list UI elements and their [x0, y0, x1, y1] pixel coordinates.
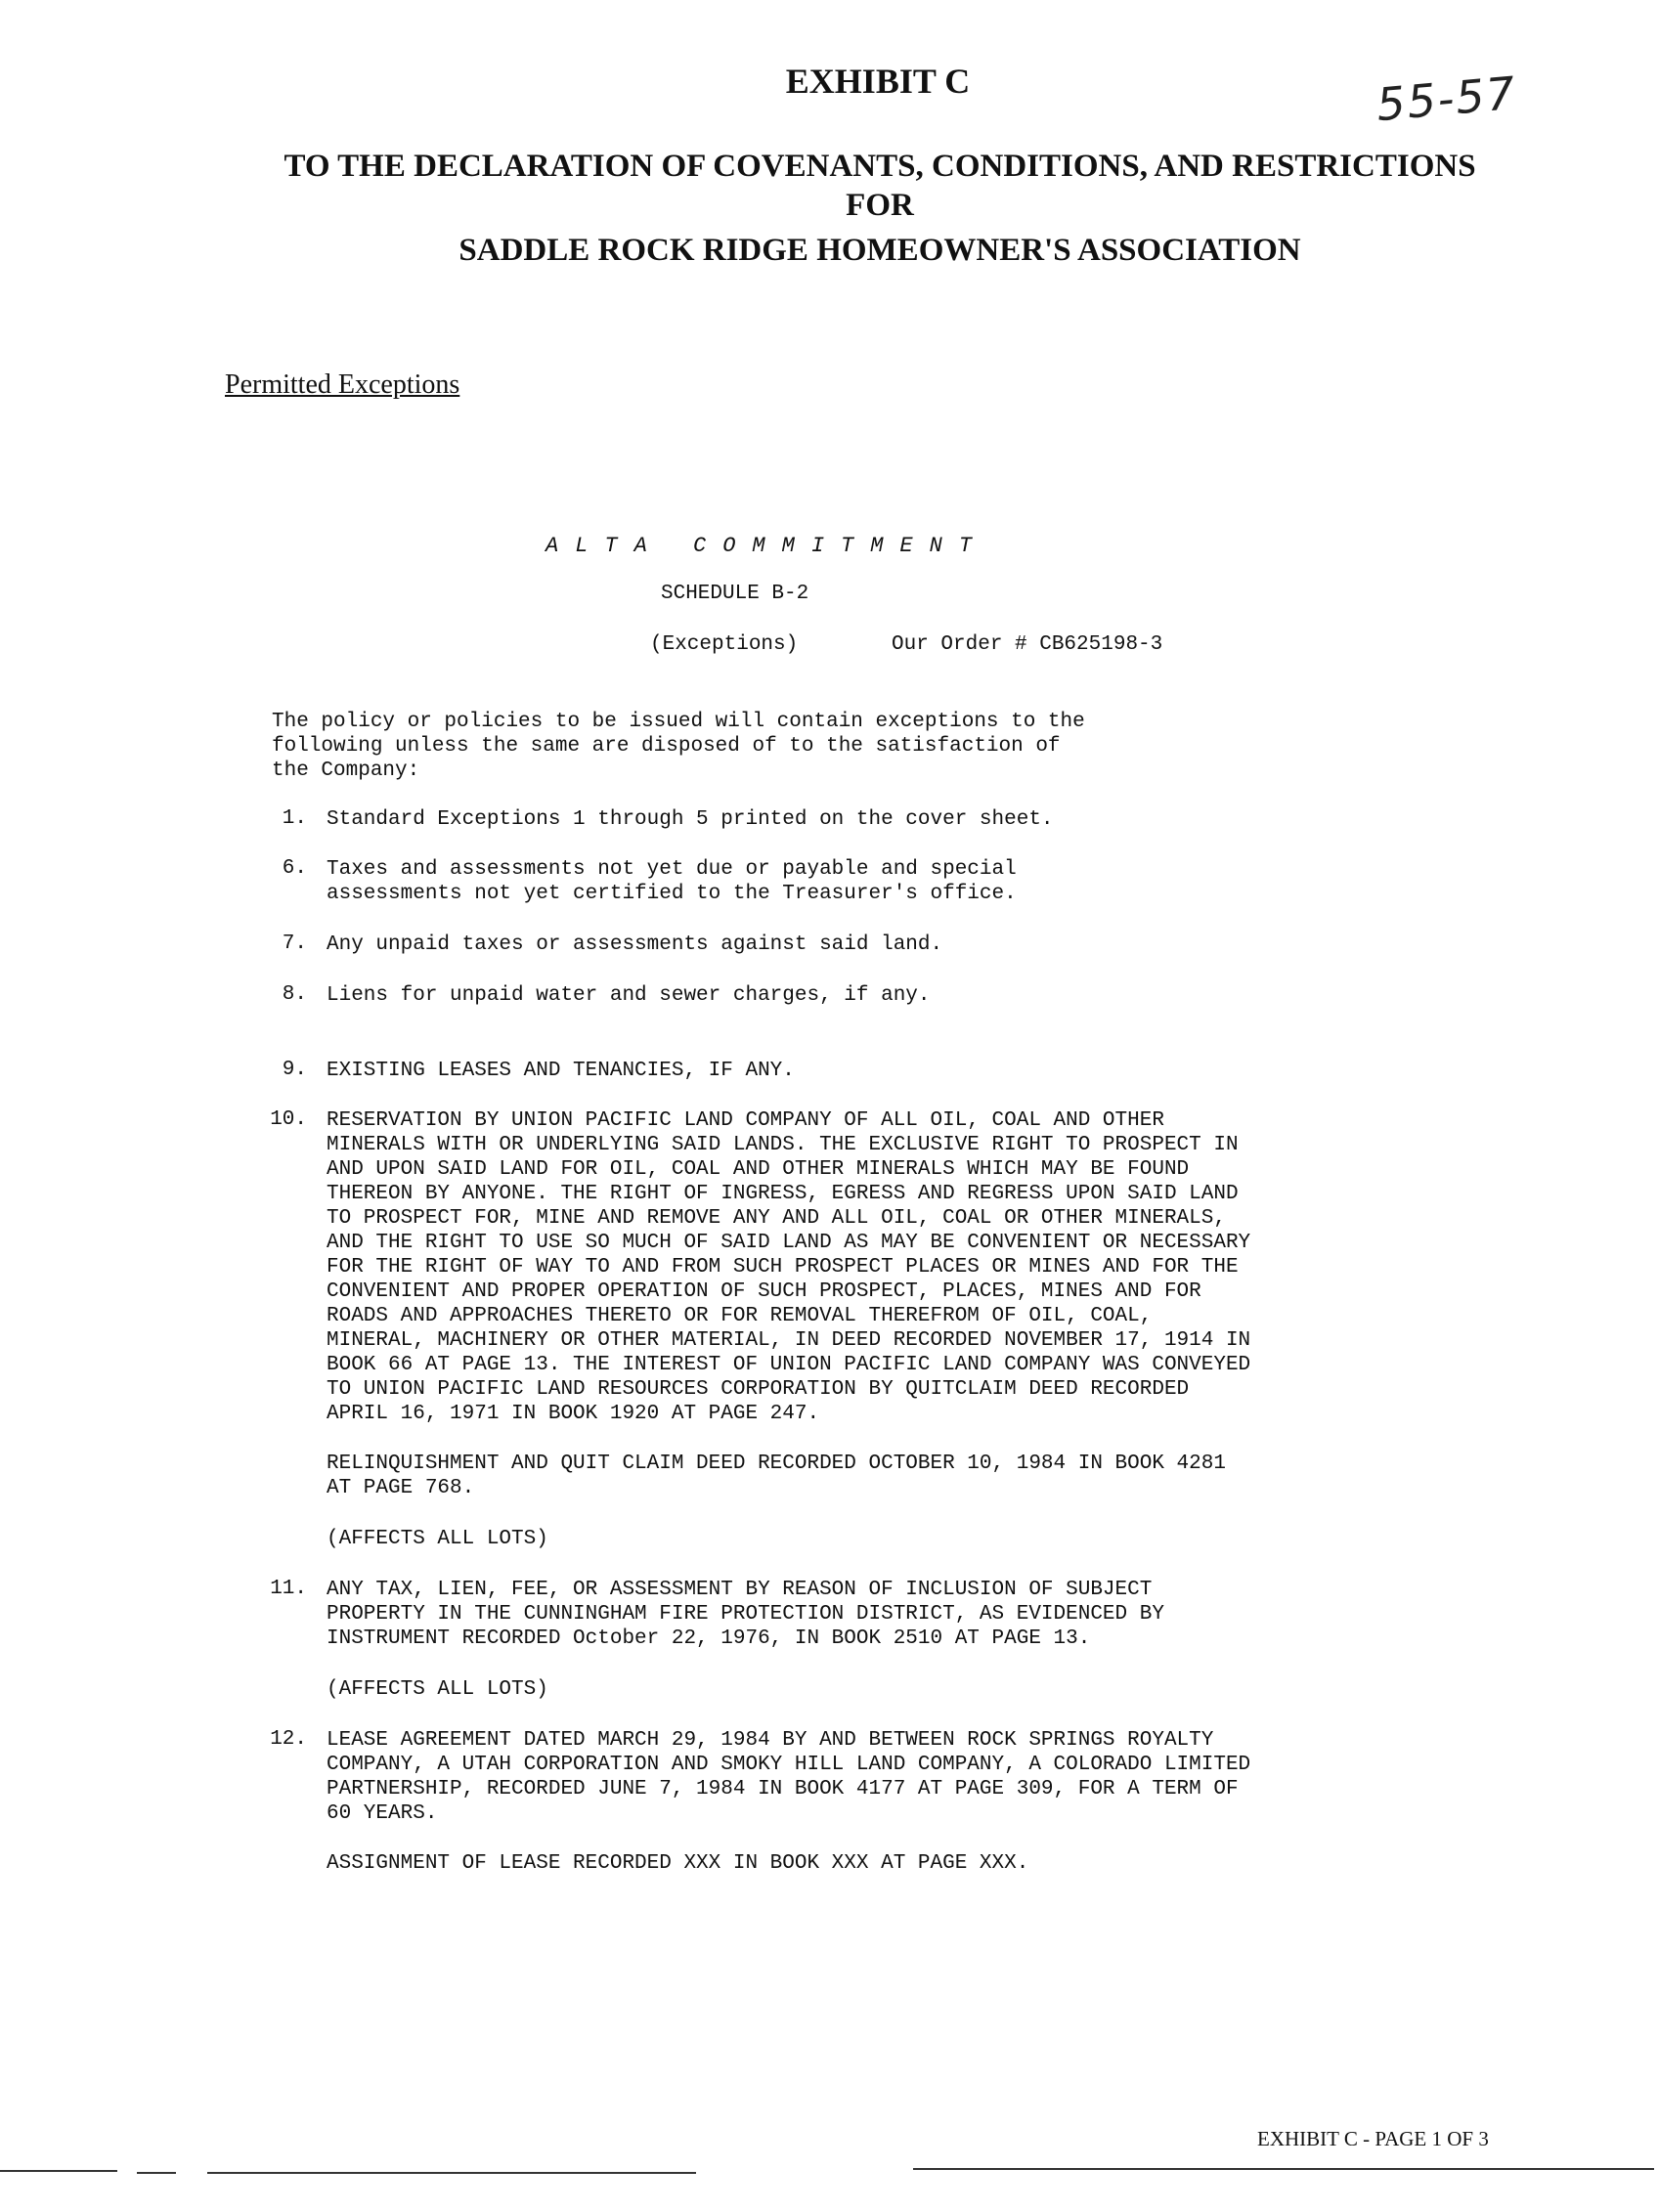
- item-text: Taxes and assessments not yet due or payable and special assessments not yet certified to the Treasurer's office.: [327, 858, 1017, 905]
- bottom-rule: [913, 2168, 1654, 2170]
- bottom-rule: [137, 2172, 176, 2174]
- item-text: ASSIGNMENT OF LEASE RECORDED XXX IN BOOK XXX AT PAGE XXX.: [327, 1852, 1029, 1875]
- declaration-heading-line-1: TO THE DECLARATION OF COVENANTS, CONDITIONS, AND RESTRICTIONS: [284, 149, 1476, 184]
- exhibit-title: EXHIBIT C: [785, 62, 971, 101]
- item-number: 10.: [270, 1108, 307, 1131]
- item-text: EXISTING LEASES AND TENANCIES, IF ANY.: [327, 1060, 795, 1082]
- item-text: (AFFECTS ALL LOTS): [327, 1678, 548, 1701]
- item-number: 6.: [282, 857, 307, 880]
- section-label: Permitted Exceptions: [225, 369, 460, 400]
- exceptions-label: (Exceptions): [650, 633, 799, 656]
- item-text: RESERVATION BY UNION PACIFIC LAND COMPANY OF ALL OIL, COAL AND OTHER MINERALS WITH OR UNDERLYING SAID LANDS. THE EXCLUSIVE RIGHT TO PROSPECT IN AND UPON SAID LAND FOR OIL, COAL AND OTHER MINERALS WHICH MAY BE FOUND THEREON BY ANYONE. THE RIGHT OF INGRESS, EGRESS AND REGRESS UPON SAID LAND TO PROSPECT FOR, MINE AND REMOVE ANY AND ALL OIL, COAL OR OTHER MINERALS, AND THE RIGHT TO USE SO MUCH OF SAID LAND AS MAY BE CONVENIENT OR NECESSARY FOR THE RIGHT OF WAY TO AND FROM SUCH PROSPECT PLACES OR MINES AND FOR THE CONVENIENT AND PROPER OPERATION OF SUCH PROSPECT, PLACES, MINES AND FOR ROADS AND APPROACHES THERETO OR FOR REMOVAL THEREFROM OF OIL, COAL, MINERAL, MACHINERY OR OTHER MATERIAL, IN DEED RECORDED NOVEMBER 17, 1914 IN BOOK 66 AT PAGE 13. THE INTEREST OF UNION PACIFIC LAND COMPANY WAS CONVEYED TO UNION PACIFIC LAND RESOURCES CORPORATION BY QUITCLAIM DEED RECORDED APRIL 16, 1971 IN BOOK 1920 AT PAGE 247.: [327, 1109, 1251, 1425]
- handwritten-page-note: 55-57: [1374, 65, 1519, 132]
- order-number: Our Order # CB625198-3: [892, 633, 1163, 656]
- declaration-heading-line-2: FOR: [846, 188, 914, 223]
- item-text: Liens for unpaid water and sewer charges, if any.: [327, 984, 931, 1007]
- item-text: (AFFECTS ALL LOTS): [327, 1528, 548, 1550]
- item-text: ANY TAX, LIEN, FEE, OR ASSESSMENT BY REASON OF INCLUSION OF SUBJECT PROPERTY IN THE CUNNINGHAM FIRE PROTECTION DISTRICT, AS EVIDENCED BY INSTRUMENT RECORDED October 22, 1976, IN BOOK 2510 AT PAGE 13.: [327, 1579, 1164, 1650]
- commitment-title: ALTA COMMITMENT: [545, 534, 989, 558]
- bottom-rule: [0, 2170, 117, 2172]
- bottom-rule: [207, 2172, 696, 2174]
- item-text: Any unpaid taxes or assessments against said land.: [327, 933, 943, 956]
- item-number: 12.: [270, 1728, 307, 1751]
- item-number: 8.: [282, 983, 307, 1006]
- page-footer-label: EXHIBIT C - PAGE 1 OF 3: [1257, 2127, 1489, 2150]
- intro-paragraph: The policy or policies to be issued will contain exceptions to the following unless the same are disposed of to the satisfaction of the Company:: [272, 711, 1085, 782]
- schedule-label: SCHEDULE B-2: [661, 583, 809, 605]
- declaration-heading-line-3: SADDLE ROCK RIDGE HOMEOWNER'S ASSOCIATION: [458, 233, 1301, 268]
- item-number: 7.: [282, 933, 307, 955]
- item-text: RELINQUISHMENT AND QUIT CLAIM DEED RECORDED OCTOBER 10, 1984 IN BOOK 4281 AT PAGE 768.: [327, 1453, 1226, 1499]
- item-text: Standard Exceptions 1 through 5 printed on the cover sheet.: [327, 808, 1054, 831]
- item-number: 11.: [270, 1578, 307, 1600]
- item-text: LEASE AGREEMENT DATED MARCH 29, 1984 BY AND BETWEEN ROCK SPRINGS ROYALTY COMPANY, A UTAH CORPORATION AND SMOKY HILL LAND COMPANY, A COLORADO LIMITED PARTNERSHIP, RECORDED JUNE 7, 1984 IN BOOK 4177 AT PAGE 309, FOR A TERM OF 60 YEARS.: [327, 1729, 1251, 1825]
- item-number: 9.: [282, 1059, 307, 1081]
- item-number: 1.: [282, 807, 307, 830]
